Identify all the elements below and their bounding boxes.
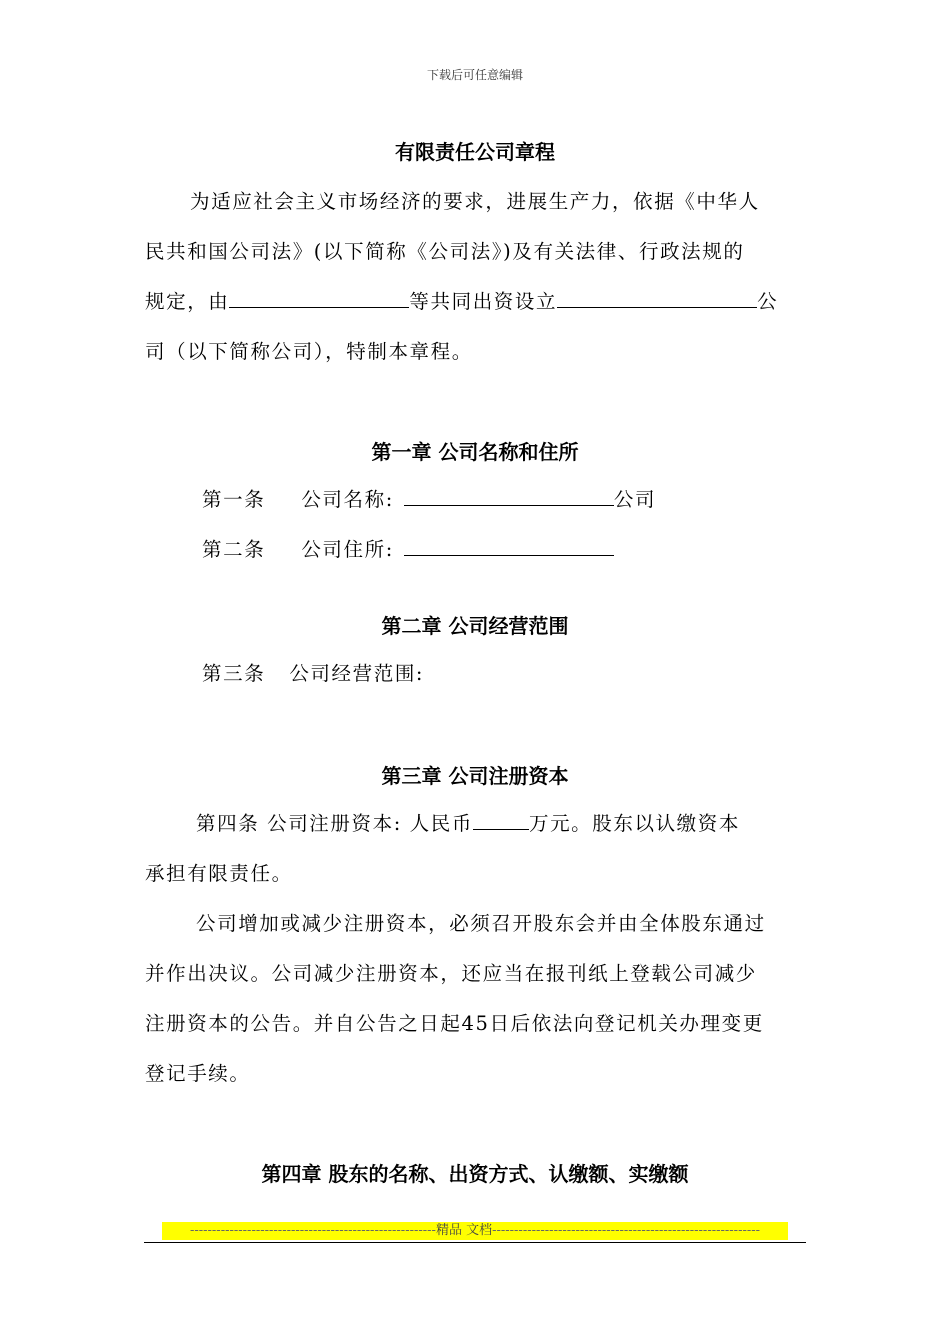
article-3-label: 第三条 <box>202 662 266 685</box>
document-title: 有限责任公司章程 <box>395 140 555 164</box>
capital-para-line-1: 公司增加或减少注册资本，必须召开股东会并由全体股东通过 <box>196 912 766 935</box>
preamble-line-1: 为适应社会主义市场经济的要求，进展生产力，依据《中华人 <box>190 190 760 213</box>
chapter-1-title: 第一章 公司名称和住所 <box>371 440 579 464</box>
blank-article-2-address[interactable] <box>404 537 614 556</box>
article-4-line-2: 承担有限责任。 <box>145 862 293 885</box>
footer-dash-right: ------------------------------------------------------------- <box>492 1223 761 1238</box>
article-2 <box>202 534 614 562</box>
preamble-line-3-middle: 等共同出资设立 <box>409 290 558 313</box>
footer-dash-left: -------------------------------------------------------- <box>189 1223 436 1238</box>
footer-label: 精品 文档 <box>435 1223 493 1238</box>
blank-company-name[interactable] <box>557 289 757 308</box>
capital-para-line-2: 并作出决议。公司减少注册资本，还应当在报刊纸上登载公司减少 <box>145 962 757 985</box>
article-3 <box>202 658 424 686</box>
article-1 <box>202 484 656 512</box>
preamble-line-3-end: 公 <box>757 290 779 313</box>
preamble-line-4: 司（以下简称公司），特制本章程。 <box>145 340 473 363</box>
preamble-line-3-start: 规定，由 <box>145 290 230 313</box>
article-3-text: 公司经营范围: <box>289 662 425 685</box>
article-4-line-1 <box>196 808 740 836</box>
article-4-end: 万元。股东以认缴资本 <box>528 812 740 835</box>
article-1-text: 公司名称: <box>301 488 394 511</box>
footer-rule <box>144 1242 806 1243</box>
preamble-line-3 <box>145 286 778 314</box>
capital-para-line-3: 注册资本的公告。并自公告之日起45日后依法向登记机关办理变更 <box>145 1012 764 1035</box>
header-note: 下载后可任意编辑 <box>426 68 523 82</box>
chapter-4-title: 第四章 股东的名称、出资方式、认缴额、实缴额 <box>261 1162 689 1186</box>
article-2-text: 公司住所: <box>301 538 394 561</box>
article-1-label: 第一条 <box>202 488 266 511</box>
article-2-label: 第二条 <box>202 538 266 561</box>
chapter-3-title: 第三章 公司注册资本 <box>381 764 569 788</box>
capital-para-line-4: 登记手续。 <box>145 1062 251 1085</box>
blank-article-1-name[interactable] <box>404 487 614 506</box>
preamble-line-2: 民共和国公司法》(以下简称《公司法》)及有关法律、行政法规的 <box>145 240 745 263</box>
chapter-2-title: 第二章 公司经营范围 <box>381 614 569 638</box>
article-4-start: 第四条 公司注册资本: 人民币 <box>196 812 473 835</box>
article-1-suffix: 公司 <box>613 488 657 511</box>
footer-band <box>162 1222 788 1240</box>
blank-registered-capital[interactable] <box>473 811 529 830</box>
blank-founders[interactable] <box>229 289 409 308</box>
